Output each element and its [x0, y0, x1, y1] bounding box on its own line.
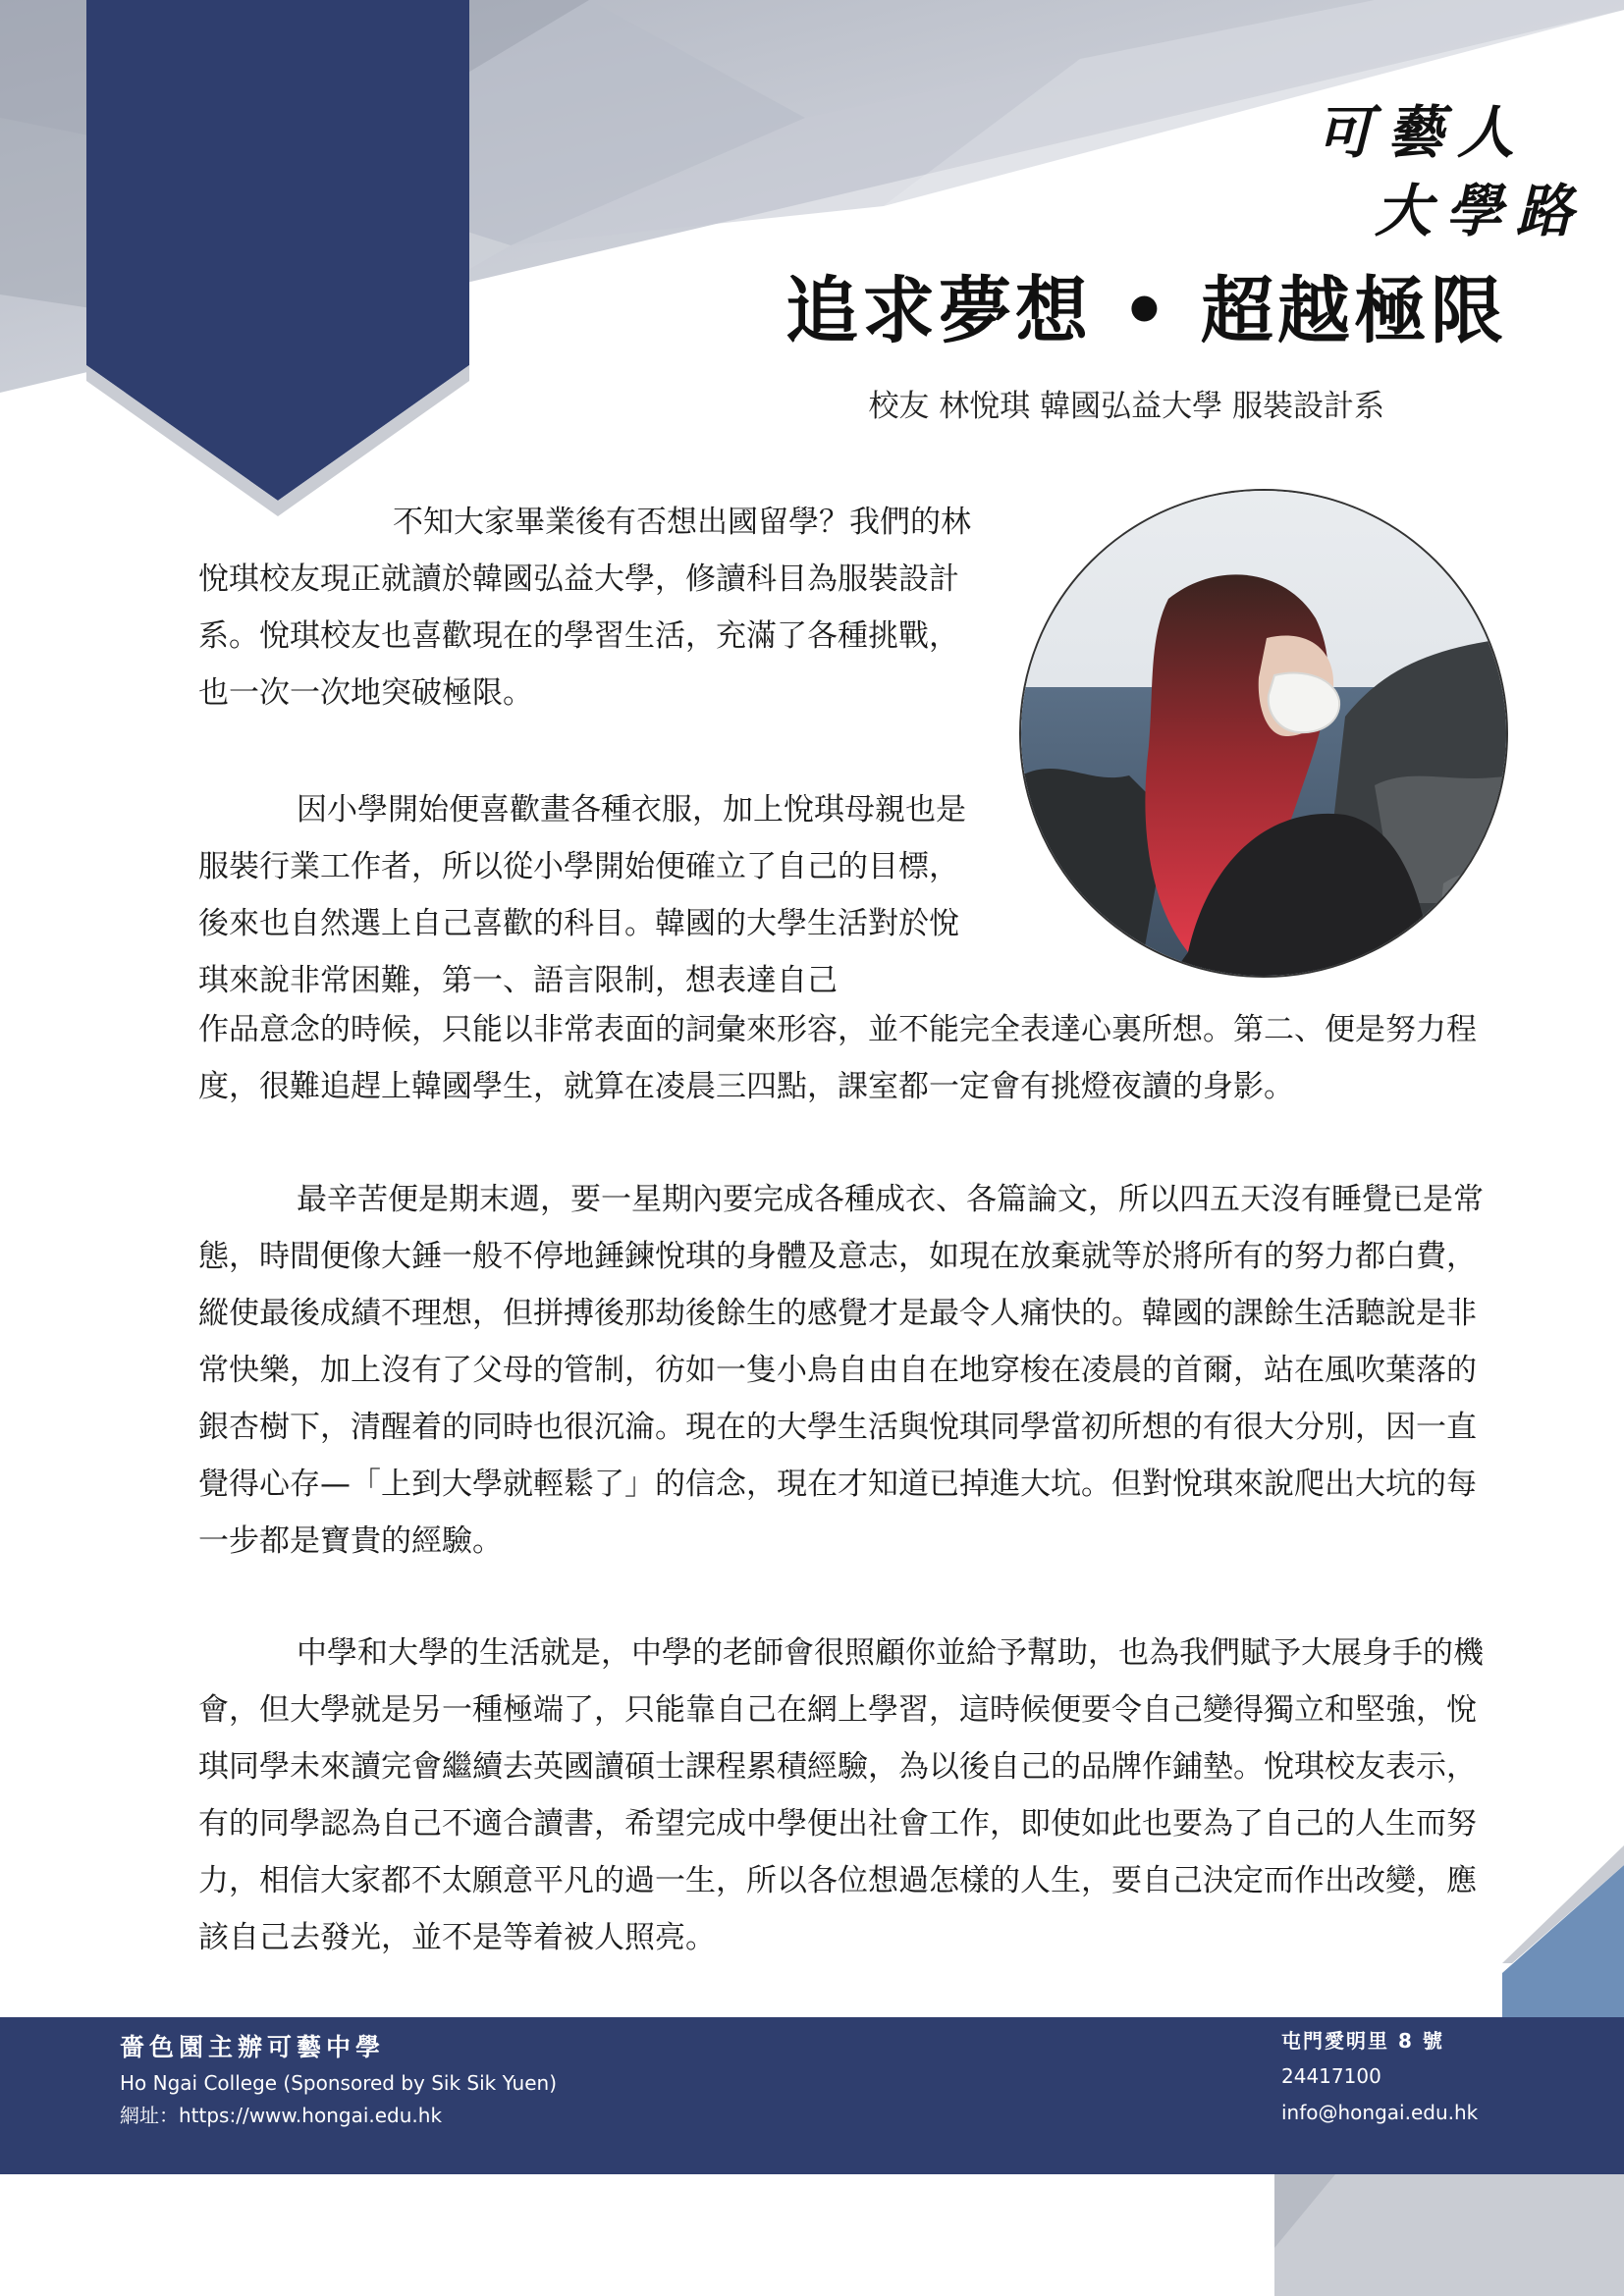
- footer-address: 屯門愛明里 8 號: [1281, 2029, 1444, 2053]
- article-title: 追求夢想 • 超越極限: [785, 269, 1507, 353]
- right-accent-blue: [1502, 1865, 1624, 2017]
- footer-phone: 24417100: [1281, 2064, 1381, 2088]
- footer-email-link[interactable]: info@hongai.edu.hk: [1281, 2101, 1479, 2124]
- footer-school-name-cn: 嗇色園主辦可藝中學: [120, 2033, 386, 2061]
- article-paragraph-4: 中學和大學的生活就是，中學的老師會很照顧你並給予幫助，也為我們賦予大展身手的機會，但大學就是另一種極端了，只能靠自己在網上學習，這時候便要令自己變得獨立和堅強，悅琪同學未來讀完會繼續去英國讀碩士課程累積經驗，為以後自己的品牌作鋪墊。悅琪校友表示，有的同學認為自己不適合讀書，希望完成中學便出社會工作，即使如此也要為了自己的人生而努力，相信大家都不太願意平凡的過一生，所以各位想過怎樣的人生，要自己決定而作出改變，應該自己去發光，並不是等着被人照亮。: [198, 1635, 1484, 1955]
- alumnus-photo: [1019, 489, 1508, 978]
- article-paragraph-3: 最辛苦便是期末週，要一星期內要完成各種成衣、各篇論文，所以四五天沒有睡覺已是常態，時間便像大錘一般不停地錘鍊悅琪的身體及意志，如現在放棄就等於將所有的努力都白費，縱使最後成績不理想，但拼搏後那劫後餘生的感覺才是最令人痛快的。韓國的課餘生活聽說是非常快樂，加上沒有了父母的管制，彷如一隻小鳥自由自在地穿梭在凌晨的首爾，站在風吹葉落的銀杏樹下，清醒着的同時也很沉淪。現在的大學生活與悅琪同學當初所想的有很大分別，因一直覺得心存—「上到大學就輕鬆了」的信念，現在才知道已掉進大坑。但對悅琪來說爬出大坑的每一步都是寶貴的經驗。: [198, 1182, 1484, 1559]
- article-paragraph-1: 不知大家畢業後有否想出國留學？我們的林悅琪校友現正就讀於韓國弘益大學，修讀科目為服裝設計系。悅琪校友也喜歡現在的學習生活，充滿了各種挑戰，也一次一次地突破極限。: [198, 505, 971, 711]
- calligraphy-logo-line1: 可藝人: [1316, 99, 1529, 166]
- article-byline: 校友 林悅琪 韓國弘益大學 服裝設計系: [868, 389, 1384, 424]
- photo-illustration: [1021, 491, 1508, 978]
- bottom-grey-block: [1274, 2174, 1624, 2296]
- calligraphy-logo-line2: 大學路: [1375, 178, 1588, 244]
- navy-pennant: [86, 0, 469, 501]
- article-paragraph-2b: 作品意念的時候，只能以非常表面的詞彙來形容，並不能完全表達心裏所想。第二、便是努力程度，很難追趕上韓國學生，就算在凌晨三四點，課室都一定會有挑燈夜讀的身影。: [198, 1012, 1477, 1104]
- footer-school-name-en: Ho Ngai College (Sponsored by Sik Sik Yuen): [120, 2071, 557, 2095]
- article-paragraph-2a: 因小學開始便喜歡畫各種衣服，加上悅琪母親也是服裝行業工作者，所以從小學開始便確立了自己的目標，後來也自然選上自己喜歡的科目。韓國的大學生活對於悅琪來說非常困難，第一、語言限制，想表達自己: [198, 792, 966, 998]
- footer-website-link[interactable]: 網址：https://www.hongai.edu.hk: [120, 2104, 443, 2127]
